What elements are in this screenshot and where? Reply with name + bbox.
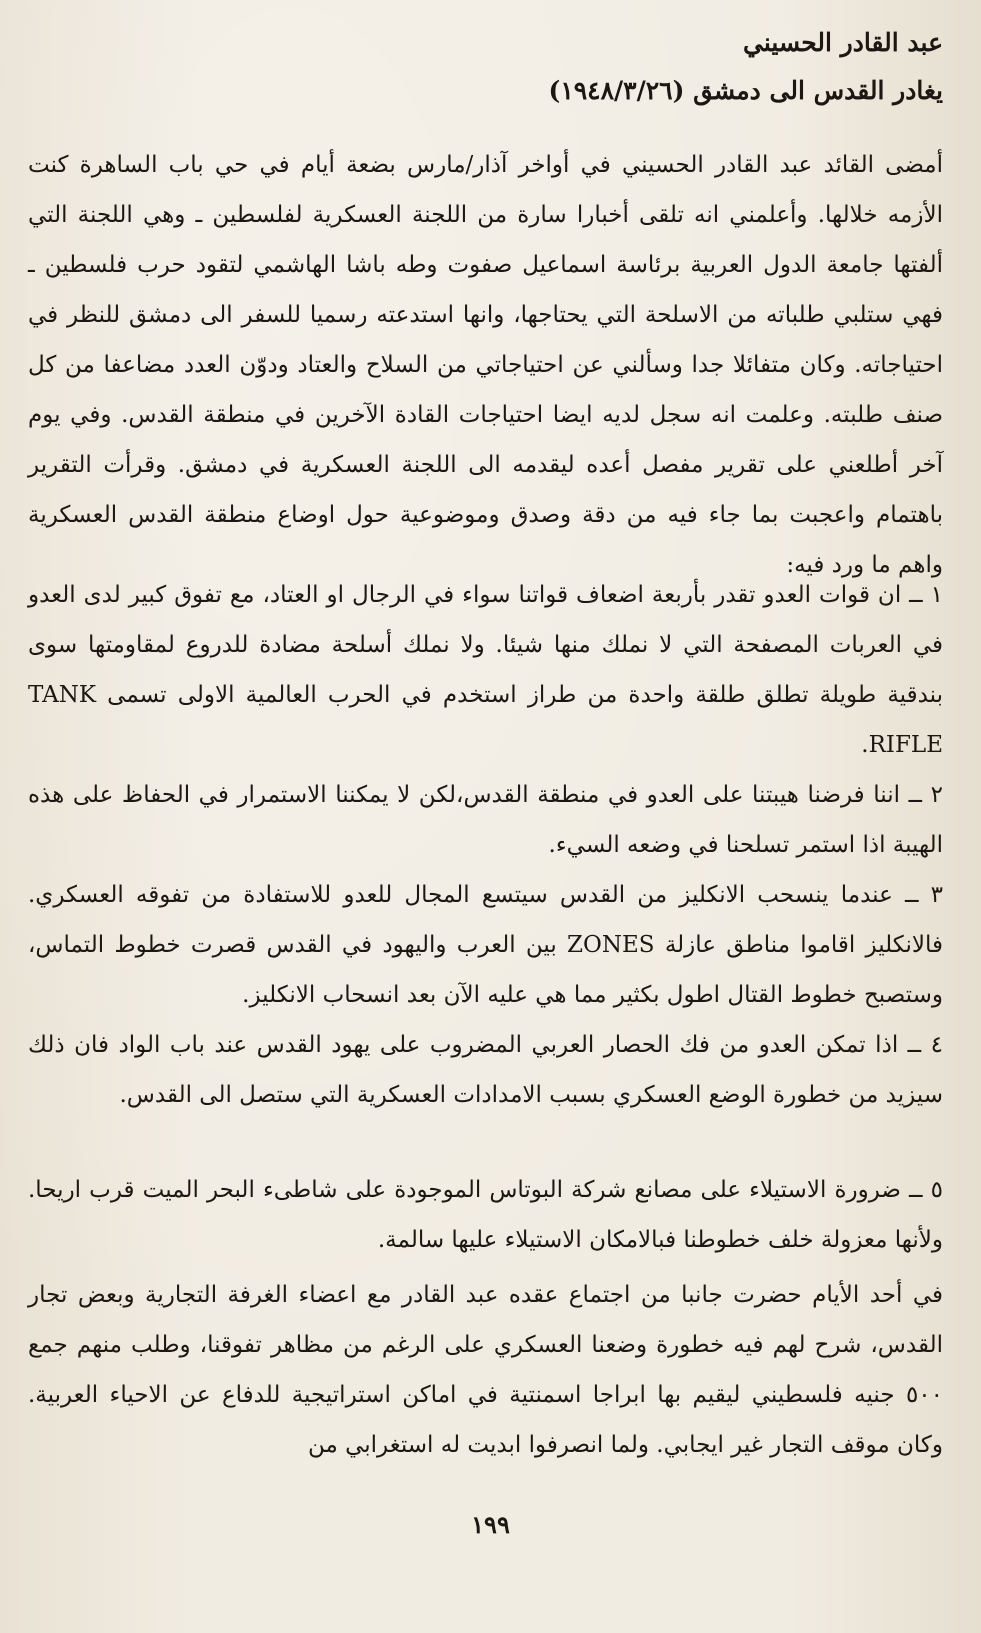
tank-rifle-term: TANK RIFLE xyxy=(28,682,943,758)
report-item-3 xyxy=(28,870,943,1020)
intro-paragraph: أمضى القائد عبد القادر الحسيني في أواخر آذار/مارس بضعة أيام في حي باب الساهرة كنت الأزمه خلالها. وأعلمني انه تلقى أخبارا سارة من اللجنة العسكرية لفلسطين ـ وهي اللجنة التي ألفتها جامعة الدول العربية برئاسة اسماعيل صفوت وطه باشا الهاشمي لتقود حرب فلسطين ـ فهي ستلبي طلباته من الاسلحة التي يحتاجها، وانها استدعته رسميا للسفر الى دمشق للنظر في احتياجاته. وكان متفائلا جدا وسألني عن احتياجاتي من السلاح والعتاد ودوّن العدد مضاعفا من كل صنف طلبته. وعلمت انه سجل لديه ايضا احتياجات القادة الآخرين في منطقة القدس. وفي يوم آخر أطلعني على تقرير مفصل أعده ليقدمه الى اللجنة العسكرية في دمشق. وقرأت التقرير باهتمام واعجبت بما جاء فيه من دقة وصدق وموضوعية حول اوضاع منطقة القدس العسكرية واهم ما ورد فيه: xyxy=(28,152,943,578)
chapter-heading-name: عبد القادر الحسيني xyxy=(743,28,943,57)
report-item-1-text: ١ ــ ان قوات العدو تقدر بأربعة اضعاف قواتنا سواء في الرجال او العتاد، مع تفوق كبير لدى العدو في العربات المصفحة التي لا نملك منها شيئا. ولا نملك أسلحة مضادة للدروع لمقاومتها سوى بندقية طويلة تطلق طلقة واحدة من طراز استخدم في الحرب العالمية الاولى تسمى xyxy=(28,582,944,708)
report-item-2: ٢ ــ اننا فرضنا هيبتنا على العدو في منطقة القدس،لكن لا يمكننا الاستمرار في الحفاظ على هذه الهيبة اذا استمر تسلحنا في وضعه السيء. xyxy=(28,782,943,858)
report-item-5: ٥ ــ ضرورة الاستيلاء على مصانع شركة البوتاس الموجودة على شاطىء البحر الميت قرب اريحا. ولأنها معزولة خلف خطوطنا فبالامكان الاستيلاء عليها سالمة. xyxy=(28,1177,943,1253)
report-item-1: ١ ــ ان قوات العدو تقدر بأربعة اضعاف قواتنا سواء في الرجال او العتاد، مع تفوق كبير لدى العدو في العربات المصفحة التي لا نملك منها شيئا. ولا نملك أسلحة مضادة للدروع لمقاومتها سوى بندقية طويلة تطلق طلقة واحدة من طراز استخدم في الحرب العالمية الاولى تسمى TANK RIFLE. xyxy=(28,582,944,758)
page-number: ١٩٩ xyxy=(471,1510,510,1539)
report-item-3-text-b: بين العرب واليهود في القدس قصرت خطوط التماس، وستصبح خطوط القتال اطول بكثير مما هي عليه الآن بعد انسحاب الانكليز. xyxy=(28,932,943,1008)
chapter-heading-subtitle: يغادر القدس الى دمشق (١٩٤٨/٣/٢٦) xyxy=(548,76,943,105)
report-item-4: ٤ ــ اذا تمكن العدو من فك الحصار العربي المضروب على يهود القدس عند باب الواد فان ذلك سيزيد من خطورة الوضع العسكري بسبب الامدادات العسكرية التي ستصل الى القدس. xyxy=(28,1032,943,1108)
outro-paragraph: في أحد الأيام حضرت جانبا من اجتماع عقده عبد القادر مع اعضاء الغرفة التجارية وبعض تجار القدس، شرح لهم فيه خطورة وضعنا العسكري على الرغم من مظاهر تفوقنا، وطلب منهم جمع ٥٠٠ جنيه فلسطيني ليقيم بها ابراجا اسمنتية في اماكن استراتيجية للدفاع عن الاحياء العربية. وكان موقف التجار غير ايجابي. ولما انصرفوا ابديت له استغرابي من xyxy=(28,1282,943,1458)
report-item-3-text-a: ٣ ــ عندما ينسحب الانكليز من القدس سيتسع المجال للعدو للاستفادة من تفوقه العسكري. فالانكليز اقاموا مناطق عازلة xyxy=(28,882,944,958)
zones-term: ZONES xyxy=(567,932,655,958)
